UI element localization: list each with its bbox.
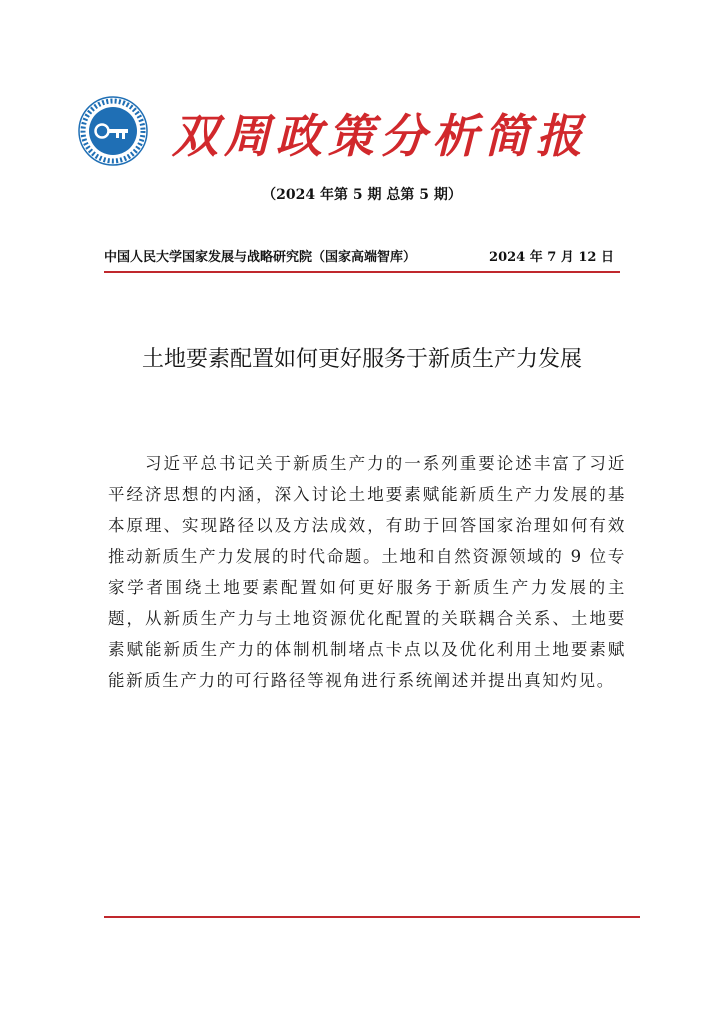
masthead-row	[104, 246, 620, 268]
institute-logo	[78, 96, 148, 166]
issue-number: （2024 年第 5 期 总第 5 期）	[262, 187, 462, 203]
key-seal-icon	[78, 96, 148, 166]
header-divider	[104, 271, 620, 273]
brand-title: 双周政策分析简报	[172, 109, 588, 163]
article-title: 土地要素配置如何更好服务于新质生产力发展	[141, 347, 582, 372]
organization-name: 中国人民大学国家发展与战略研究院（国家高端智库）	[104, 250, 417, 265]
publish-date: 2024 年 7 月 12 日	[489, 250, 614, 265]
article-body: 习近平总书记关于新质生产力的一系列重要论述丰富了习近平经济思想的内涵，深入讨论土地要素赋能新质生产力发展的基本原理、实现路径以及方法成效，有助于回答国家治理如何有效推动新质生产力发展的时代命题。土地和自然资源领域的 9 位专家学者围绕土地要素配置如何更好服务于新质生产力发展的主题，从新质生产力与土地资源优化配置的关联耦合关系、土地要素赋能新质生产力的体制机制堵点卡点以及优化利用土地要素赋能新质生产力的可行路径等视角进行系统阐述并提出真知灼见。	[108, 454, 626, 690]
footer-divider	[104, 916, 640, 918]
